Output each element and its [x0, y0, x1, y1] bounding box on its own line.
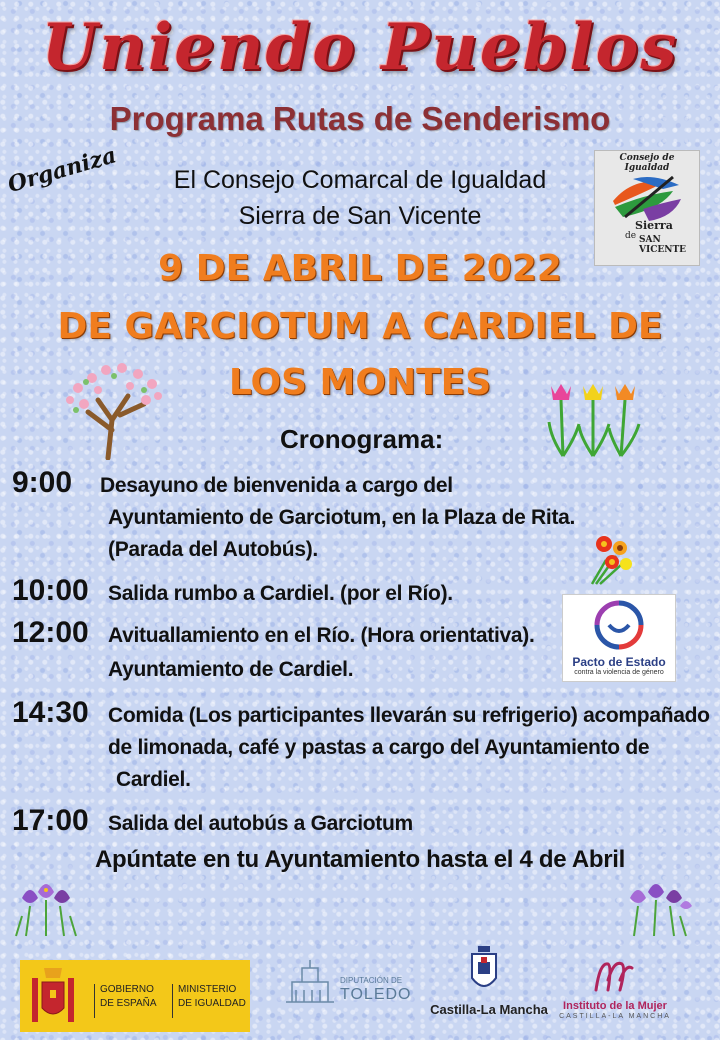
- organiza-tag: Organiza: [4, 142, 120, 198]
- instituto-mujer-emblem-icon: [590, 950, 638, 998]
- pacto-estado-logo: [562, 594, 676, 682]
- schedule-time: 10:00: [12, 574, 89, 607]
- flower-bouquet-icon: [582, 530, 634, 586]
- tulips-icon: [545, 378, 645, 458]
- gobierno-line-2: DE ESPAÑA: [100, 998, 157, 1009]
- crocus-flowers-right-icon: [614, 876, 698, 938]
- schedule-desc-line: de limonada, café y pastas a cargo del Ayuntamiento de: [108, 736, 650, 759]
- gobierno-line-1: GOBIERNO: [100, 984, 154, 995]
- instituto-mujer-logo: [552, 950, 678, 1026]
- consejo-logo-sierra: Sierra: [635, 219, 673, 232]
- organizer-line-1: El Consejo Comarcal de Igualdad: [173, 166, 547, 194]
- diputacion-toledo-logo: [282, 952, 412, 1012]
- schedule-heading: Cronograma:: [280, 424, 444, 454]
- schedule-desc-line: Salida rumbo a Cardiel. (por el Río).: [108, 582, 453, 605]
- event-route-line-2: LOS MONTES: [228, 362, 492, 403]
- pacto-smile-icon: [593, 599, 645, 651]
- crocus-flowers-left-icon: [6, 876, 86, 938]
- schedule-desc-line: Cardiel.: [116, 768, 191, 791]
- ministerio-line-1: MINISTERIO: [178, 984, 237, 995]
- schedule-desc-line: (Parada del Autobús).: [108, 538, 318, 561]
- clm-shield-icon: [468, 944, 500, 996]
- spain-coat-of-arms-icon: [28, 964, 78, 1028]
- consejo-logo-san-vicente: SAN VICENTE: [639, 235, 686, 255]
- signup-call-to-action: Apúntate en tu Ayuntamiento hasta el 4 de Abril: [95, 846, 625, 873]
- gobierno-ministerio-logo: [20, 960, 250, 1032]
- schedule-time: 14:30: [12, 696, 89, 729]
- instituto-line-1: Instituto de la Mujer: [563, 1000, 667, 1012]
- schedule-time: 17:00: [12, 804, 89, 837]
- schedule-desc-line: Ayuntamiento de Garciotum, en la Plaza de Rita.: [108, 506, 576, 529]
- instituto-line-2: CASTILLA-LA MANCHA: [559, 1013, 671, 1020]
- poster-title: Uniendo Pueblos: [41, 10, 679, 85]
- schedule-time: 12:00: [12, 616, 89, 649]
- schedule-desc-line: Avituallamiento en el Río. (Hora orientativa).: [108, 624, 535, 647]
- consejo-logo-caption: Consejo de Igualdad: [619, 153, 675, 173]
- schedule-desc-line: Ayuntamiento de Cardiel.: [108, 658, 354, 681]
- schedule-desc-line: Desayuno de bienvenida a cargo del: [100, 474, 453, 497]
- clm-label: Castilla-La Mancha: [430, 1002, 548, 1017]
- schedule-desc-line: Comida (Los participantes llevarán su refrigerio) acompañado: [108, 704, 710, 727]
- pacto-title: Pacto de Estado: [572, 655, 666, 669]
- poster-subtitle: Programa Rutas de Senderismo: [109, 100, 611, 137]
- pacto-subtitle: contra la violencia de género: [574, 669, 664, 676]
- schedule-time: 9:00: [12, 466, 73, 499]
- event-route-line-1: DE GARCIOTUM A CARDIEL DE: [57, 306, 663, 347]
- castilla-la-mancha-logo: [424, 944, 554, 1024]
- consejo-logo-de: de: [625, 231, 637, 241]
- event-date: 9 DE ABRIL DE 2022: [158, 248, 562, 289]
- blossom-tree-icon: [58, 360, 168, 460]
- diputacion-line-2: TOLEDO: [340, 986, 412, 1003]
- schedule-desc-line: Salida del autobús a Garciotum: [108, 812, 413, 835]
- ministerio-line-2: DE IGUALDAD: [178, 998, 246, 1009]
- diputacion-line-1: DIPUTACIÓN DE: [340, 976, 403, 985]
- organizer-line-2: Sierra de San Vicente: [238, 202, 482, 230]
- toledo-building-icon: [282, 958, 338, 1006]
